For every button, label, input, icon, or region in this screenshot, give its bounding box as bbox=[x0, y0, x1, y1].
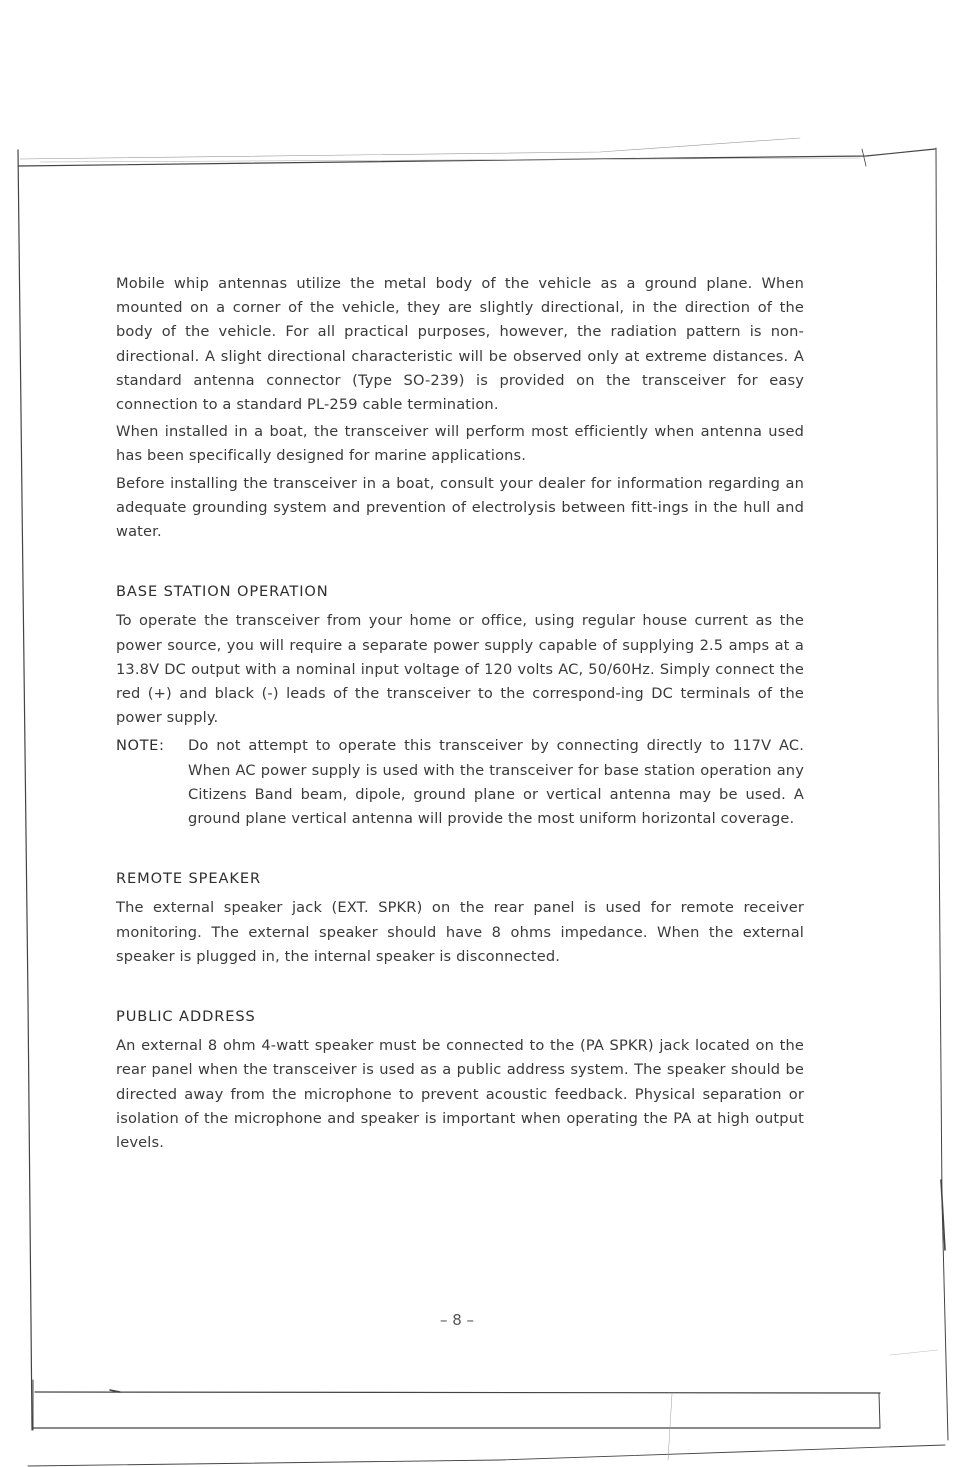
base-station-heading: BASE STATION OPERATION bbox=[116, 583, 329, 601]
remote-speaker-paragraph: The external speaker jack (EXT. SPKR) on the rear panel is used for remote receiver monitoring. The external speaker should have 8 ohms impedance. When the external speaker is plugged in, the internal speaker is disconnected. bbox=[116, 899, 804, 965]
base-station-paragraph: To operate the transceiver from your home or office, using regular house current as the power source, you will require a separate power supply capable of supplying 2.5 amps at a 13.8V DC output with a nominal input voltage of 120 volts AC, 50/60Hz. Simply connect the red (+) and black (-) leads of the transceiver to the correspond-ing DC terminals of the power supply. bbox=[116, 612, 804, 727]
note-block bbox=[116, 734, 804, 831]
public-address-heading: PUBLIC ADDRESS bbox=[116, 1008, 256, 1026]
note-text: Do not attempt to operate this transceiver by connecting directly to 117V AC. When AC power supply is used with the transceiver for base station operation any Citizens Band beam, dipole, ground plane or vertical antenna may be used. A ground plane vertical antenna will provide the most uniform horizontal coverage. bbox=[188, 737, 804, 828]
page-body bbox=[116, 272, 804, 1155]
intro-paragraph-3: Before installing the transceiver in a boat, consult your dealer for information regarding an adequate grounding system and prevention of electrolysis between fitt-ings in the hull and water. bbox=[116, 474, 804, 541]
intro-paragraph-1: Mobile whip antennas utilize the metal body of the vehicle as a ground plane. When mounted on a corner of the vehicle, they are slightly directional, in the direction of the body of the vehicle. For all practical purposes, however, the radiation pattern is non-directional. A slight directional characteristic will be observed only at extreme distances. A standard antenna connector (Type SO-239) is provided on the transceiver for easy connection to a standard PL-259 cable termination. bbox=[116, 275, 804, 414]
note-label: NOTE: bbox=[116, 737, 165, 755]
intro-paragraph-2: When installed in a boat, the transceiver will perform most efficiently when antenna used has been specifically designed for marine applications. bbox=[116, 423, 804, 465]
page-number: – 8 – bbox=[439, 1311, 475, 1329]
public-address-paragraph: An external 8 ohm 4-watt speaker must be connected to the (PA SPKR) jack located on the rear panel when the transceiver is used as a public address system. The speaker should be directed away from the microphone to prevent acoustic feedback. Physical separation or isolation of the microphone and speaker is important when operating the PA at high output levels. bbox=[116, 1037, 804, 1152]
remote-speaker-heading: REMOTE SPEAKER bbox=[116, 870, 262, 888]
